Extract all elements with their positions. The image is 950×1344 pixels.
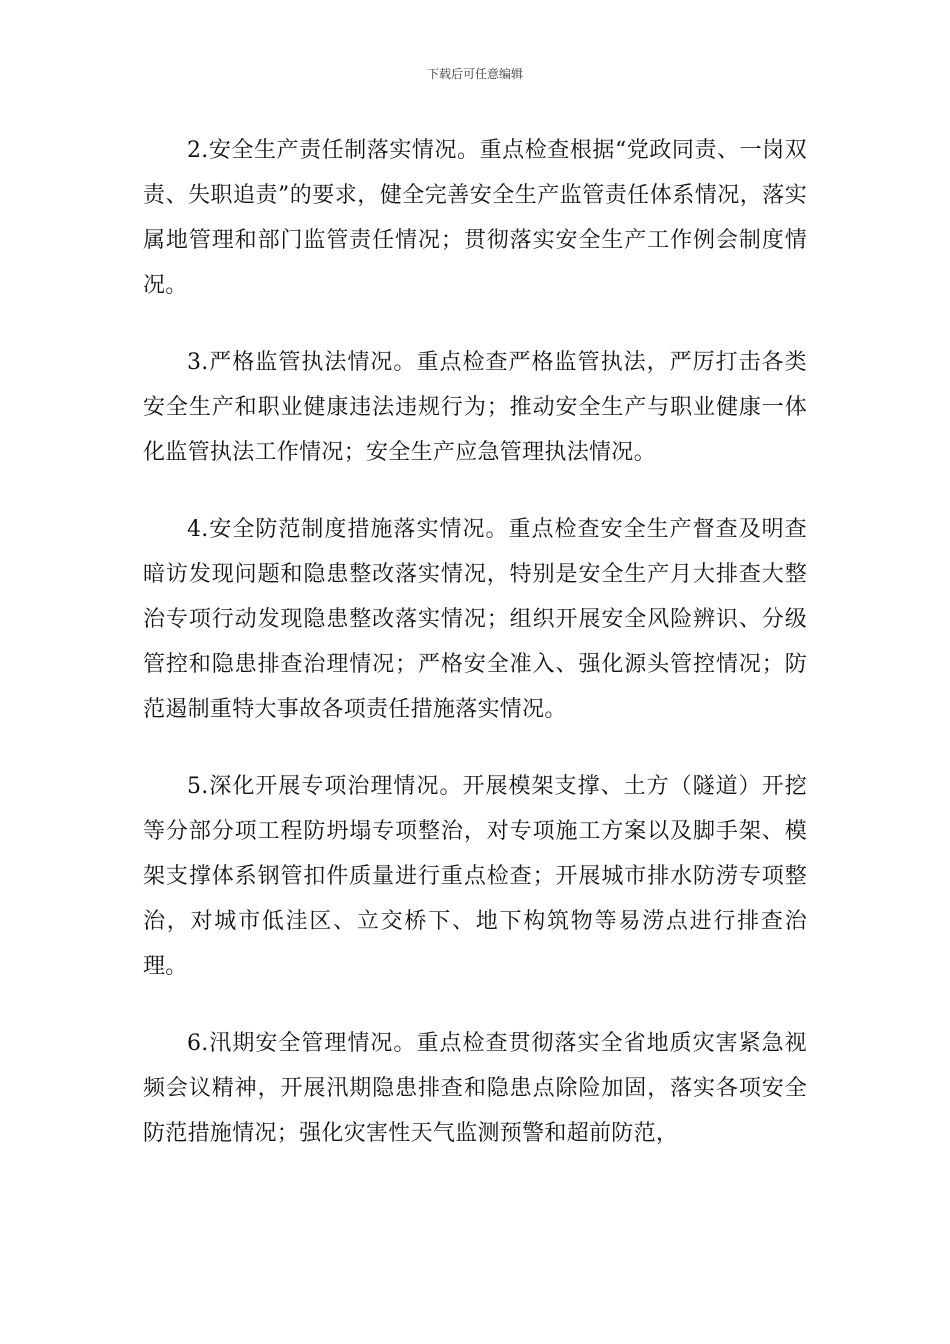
page-header: 下载后可任意编辑 [426,67,523,81]
paragraph-item-2: 2.安全生产责任制落实情况。重点检查根据“党政同责、一岗双责、失职追责”的要求，健全完善安全生产监管责任体系情况，落实属地管理和部门监管责任情况；贯彻落实安全生产工作例会制度情况。 [143,138,807,298]
paragraph-item-3: 3.严格监管执法情况。重点检查严格监管执法，严厉打击各类安全生产和职业健康违法违规行为；推动安全生产与职业健康一体化监管执法工作情况；安全生产应急管理执法情况。 [143,350,807,465]
paragraph-item-5: 5.深化开展专项治理情况。开展模架支撑、土方（隧道）开挖等分部分项工程防坍塌专项整治，对专项施工方案以及脚手架、模架支撑体系钢管扣件质量进行重点检查；开展城市排水防涝专项整治，对城市低洼区、立交桥下、地下构筑物等易涝点进行排查治理。 [143,774,807,979]
paragraph-item-4: 4.安全防范制度措施落实情况。重点检查安全生产督查及明查暗访发现问题和隐患整改落实情况，特别是安全生产月大排查大整治专项行动发现隐患整改落实情况；组织开展安全风险辨识、分级管控和隐患排查治理情况；严格安全准入、强化源头管控情况；防范遏制重特大事故各项责任措施落实情况。 [143,517,807,722]
paragraph-item-6: 6.汛期安全管理情况。重点检查贯彻落实全省地质灾害紧急视频会议精神，开展汛期隐患排查和隐患点除险加固，落实各项安全防范措施情况；强化灾害性天气监测预警和超前防范， [143,1031,807,1146]
document-body [143,128,807,1156]
